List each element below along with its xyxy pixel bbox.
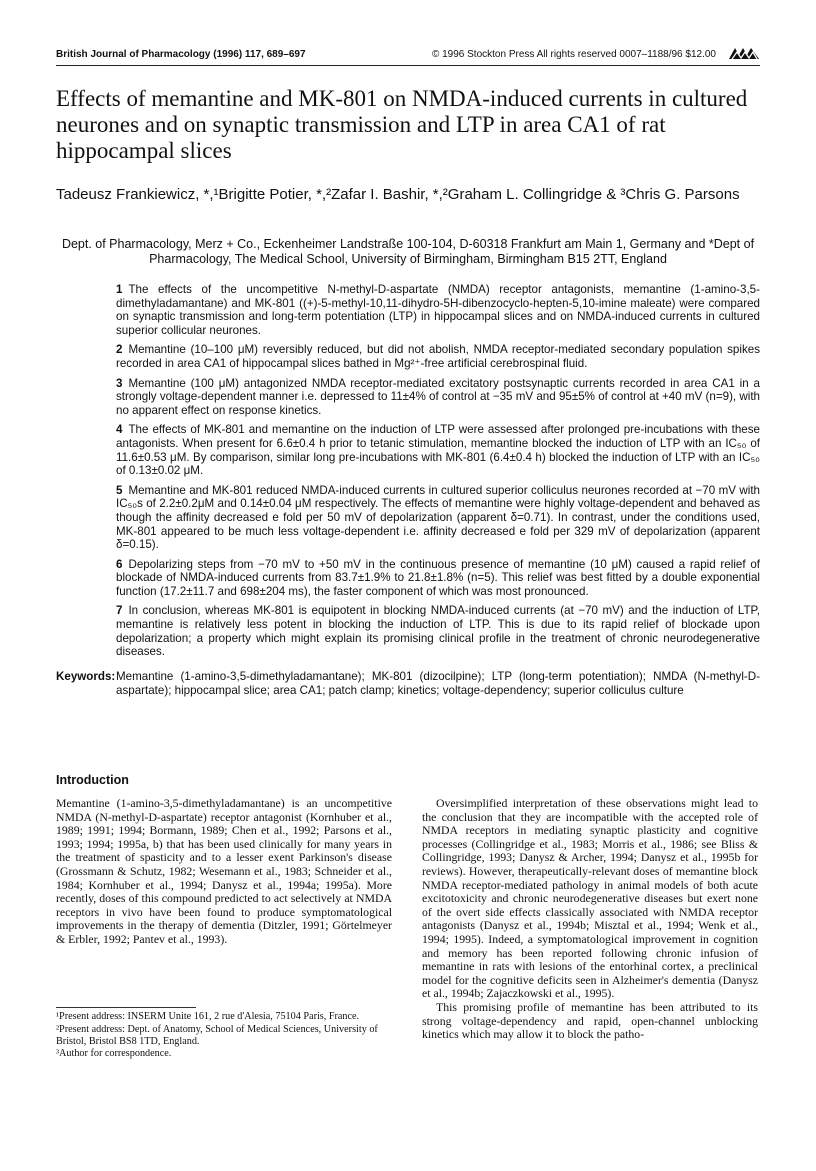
abstract-number: 7 bbox=[116, 604, 123, 618]
abstract-text: Memantine (10–100 μM) reversibly reduced, but did not abolish, NMDA receptor-mediated secondary population spikes recorded in area CA1 of hippocampal slices bathed in Mg²⁺-free artificial cerebrospinal fluid. bbox=[116, 343, 760, 370]
abstract-text: The effects of MK-801 and memantine on the induction of LTP were assessed after prolonged pre-incubations with these antagonists. When present for 6.6±0.4 h prior to tetanic stimulation, memantine blocked the induction of LTP with an IC₅₀ of 11.6±0.53 μM. By comparison, similar long pre-incubations with MK-801 (6.4±0.4 h) blocked the induction of LTP with an IC₅₀ of 0.13±0.02 μM. bbox=[116, 423, 760, 478]
section-heading-introduction: Introduction bbox=[56, 773, 129, 787]
abstract-text: Memantine (100 μM) antagonized NMDA receptor-mediated excitatory postsynaptic currents recorded in area CA1 in a strongly voltage-dependent manner i.e. depressed to 11±4% of control at −35 mV and 95±5% of control at +40 mV (n=9), with no apparent effect on response kinetics. bbox=[116, 376, 760, 417]
abstract-number: 4 bbox=[116, 423, 123, 437]
footnote: ²Present address: Dept. of Anatomy, School of Medical Sciences, University of Bristol, Bristol BS8 1TD, England. bbox=[56, 1023, 378, 1047]
abstract-number: 6 bbox=[116, 557, 123, 571]
abstract-paragraph bbox=[116, 558, 760, 599]
abstract-number: 3 bbox=[116, 376, 123, 390]
body-paragraph: Oversimplified interpretation of these observations might lead to the conclusion that they are incompatible with the accepted role of NMDA receptors in mediating synaptic plasticity and cognitive processes (Collingridge et al., 1983; Morris et al., 1986; see Bliss & Collingridge, 1993; Danysz & Archer, 1994; Danysz et al., 1995b for reviews). However, therapeutically-relevant doses of memantine block NMDA receptor-mediated pathology in animal models of both acute excitotoxicity and chronic neurodegenerative diseases but exert none of the overt side effects classically associated with NMDA receptor antagonists (Danysz et al., 1994b; Misztal et al., 1994; Wenk et al., 1994; 1995). Indeed, a symptomatological improvement in cognition and memory has been reported following chronic infusion of memantine in rats with lesions of the entorhinal cortex, a preclinical model for the cognitive deficits seen in Alzheimer's dementia (Danysz et al., 1994b; Zajaczkowski et al., 1995). bbox=[422, 796, 758, 1001]
journal-citation: British Journal of Pharmacology (1996) 117, 689–697 bbox=[56, 49, 306, 60]
stockton-press-logo-icon bbox=[728, 44, 760, 62]
abstract bbox=[116, 283, 760, 665]
abstract-paragraph bbox=[116, 423, 760, 477]
abstract-number: 1 bbox=[116, 283, 123, 296]
body-paragraph: This promising profile of memantine has been attributed to its strong voltage-dependency and rapid, open-channel unblocking kinetics which may allow it to block the patho- bbox=[422, 999, 758, 1042]
body-column-right bbox=[422, 797, 758, 1042]
affiliations: Dept. of Pharmacology, Merz + Co., Eckenheimer Landstraße 100-104, D-60318 Frankfurt am Main 1, Germany and *Dept of Pharmacology, The Medical School, University of Birmingham, Birmingham B15 2TT, England bbox=[61, 237, 755, 266]
abstract-paragraph bbox=[116, 377, 760, 418]
footnote-rule bbox=[56, 1007, 196, 1008]
copyright-notice: © 1996 Stockton Press All rights reserved 0007–1188/96 $12.00 bbox=[431, 49, 716, 60]
abstract-text: The effects of the uncompetitive N-methyl-D-aspartate (NMDA) receptor antagonists, memantine (1-amino-3,5-dimethyladamantane) and MK-801 ((+)-5-methyl-10,11-dihydro-5H-dibenzocyclo-hepten-5,10-imine maleate) were compared on synaptic transmission and long-term potentiation (LTP) in hippocampal slices and on NMDA-induced currents in cultured superior collicular neurones. bbox=[116, 283, 760, 337]
article-title: Effects of memantine and MK-801 on NMDA-induced currents in cultured neurones and on synaptic transmission and LTP in area CA1 of rat hippocampal slices bbox=[56, 86, 748, 163]
body-paragraph: Memantine (1-amino-3,5-dimethyladamantane) is an uncompetitive NMDA (N-methyl-D-aspartate) receptor antagonist (Kornhuber et al., 1989; 1991; 1994; Bormann, 1989; Chen et al., 1992; Parsons et al., 1993; 1994; 1995a, b) that has been used clinically for many years in the treatment of spasticity and to a lesser exent Parkinson's disease (Grossmann & Schutz, 1982; Wesemann et al., 1983; Schneider et al., 1984; Kornhuber et al., 1994; Danysz et al., 1994a; 1995a). More recently, doses of this compound predicted to act selectively at NMDA receptors in vivo have been found to produce symptomatological improvements in the therapy of dementia (Ditzler, 1991; Görtelmeyer & Erbler, 1992; Pantev et al., 1993). bbox=[56, 796, 392, 946]
abstract-paragraph bbox=[116, 604, 760, 658]
abstract-number: 5 bbox=[116, 483, 123, 497]
footnote: ³Author for correspondence. bbox=[56, 1048, 172, 1060]
abstract-number: 2 bbox=[116, 343, 123, 357]
keywords-label: Keywords: bbox=[56, 670, 116, 683]
abstract-paragraph bbox=[116, 283, 760, 337]
keywords-text: Memantine (1-amino-3,5-dimethyladamantane); MK-801 (dizocilpine); LTP (long-term potentiation); NMDA (N-methyl-D-aspartate); hippocampal slice; area CA1; patch clamp; kinetics; voltage-dependency; superior colliculus culture bbox=[116, 670, 760, 697]
abstract-paragraph bbox=[116, 484, 760, 552]
abstract-paragraph bbox=[116, 343, 760, 370]
footnotes bbox=[56, 1011, 392, 1061]
header-rule bbox=[56, 65, 760, 66]
abstract-text: Depolarizing steps from −70 mV to +50 mV in the continuous presence of memantine (10 μM) caused a rapid relief of blockade of NMDA-induced currents from 83.7±1.9% to 21.8±1.8% (n=5). This relief was best fitted by a double exponential function (17.2±11.7 and 698±204 ms), the faster component of which was most pronounced. bbox=[116, 557, 760, 598]
abstract-text: Memantine and MK-801 reduced NMDA-induced currents in cultured superior colliculus neurones recorded at −70 mV with IC₅₀s of 2.2±0.2μM and 0.14±0.04 μM respectively. The effects of memantine were highly voltage-dependent and behaved as though the affinity decreased e fold per 50 mV of depolarization (apparent δ=0.71). In contrast, under the conditions used, MK-801 appeared to be much less voltage-dependent i.e. affinity decreased e fold per 329 mV of depolarization (apparent δ=0.15). bbox=[116, 483, 760, 552]
author-list: Tadeusz Frankiewicz, *,¹Brigitte Potier, *,²Zafar I. Bashir, *,²Graham L. Collingridge & ³Chris G. Parsons bbox=[56, 186, 740, 203]
footnote: ¹Present address: INSERM Unite 161, 2 rue d'Alesia, 75104 Paris, France. bbox=[56, 1011, 360, 1022]
abstract-text: In conclusion, whereas MK-801 is equipotent in blocking NMDA-induced currents (at −70 mV) and the induction of LTP, memantine is relatively less potent in blocking the induction of LTP. This is due to its rapid relief of blockade upon depolarization; a property which might explain its promising clinical profile in the treatment of chronic neurodegenerative diseases. bbox=[116, 604, 760, 659]
body-column-left bbox=[56, 797, 392, 947]
